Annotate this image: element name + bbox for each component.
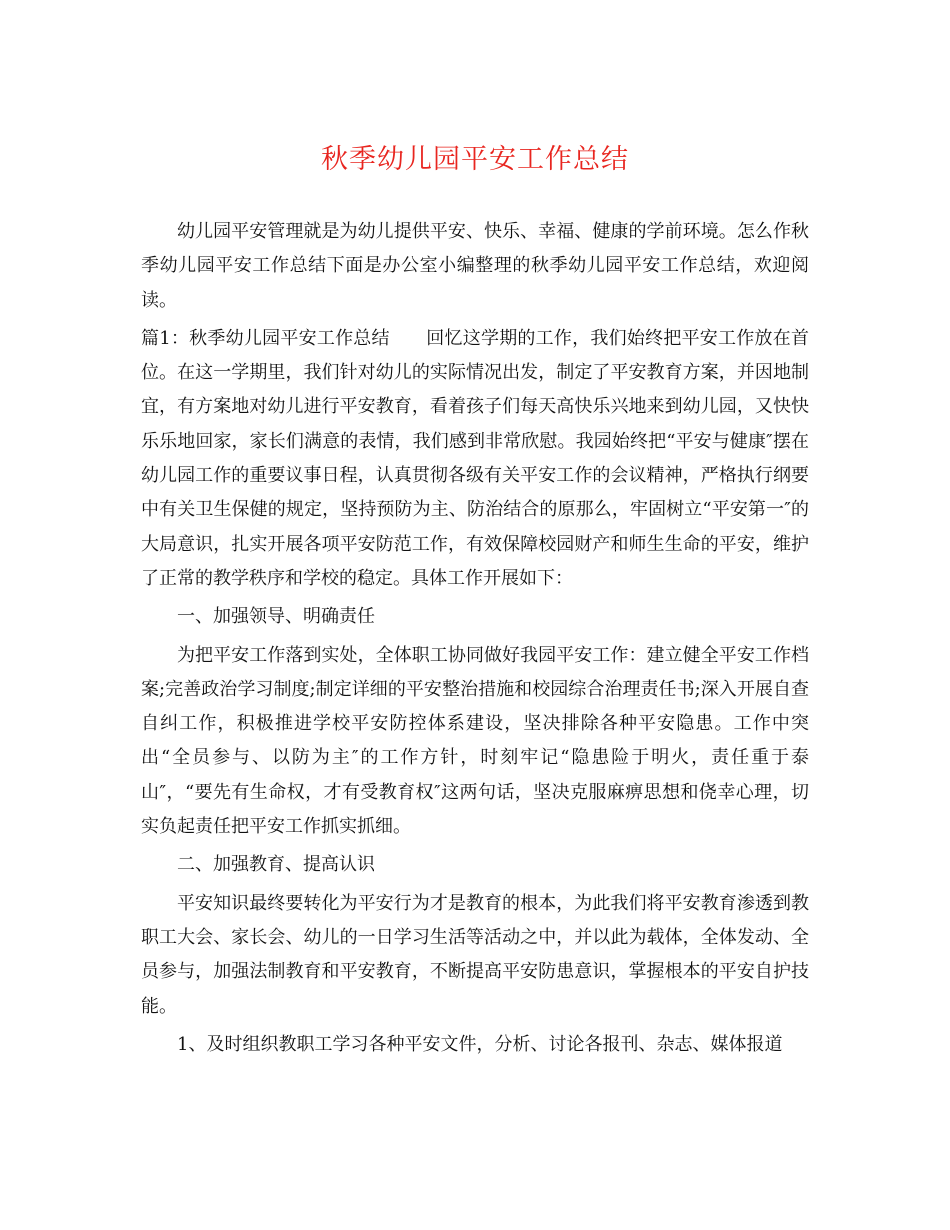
section-two-paragraph: 平安知识最终要转化为平安行为才是教育的根本，为此我们将平安教育渗透到教职工大会、家长会、幼儿的一日学习生活等活动之中，并以此为载体，全体发动、全员参与，加强法制教育和平安教育，不断提高平安防患意识，掌握根本的平安自护技能。 <box>141 892 809 1017</box>
article-one-paragraph: 篇1：秋季幼儿园平安工作总结 回忆这学期的工作，我们始终把平安工作放在首位。在这一学期里，我们针对幼儿的实际情况出发，制定了平安教育方案，并因地制宜，有方案地对幼儿进行平安教育，看着孩子们每天高快乐兴地来到幼儿园，又快快乐乐地回家，家长们满意的表情，我们感到非常欣慰。我园始终把“平安与健康″摆在幼儿园工作的重要议事日程，认真贯彻各级有关平安工作的会议精神，严格执行纲要中有关卫生保健的规定，坚持预防为主、防治结合的原那么，牢固树立“平安第一″的大局意识，扎实开展各项平安防范工作，有效保障校园财产和师生生命的平安，维护了正常的教学秩序和学校的稳定。具体工作开展如下： <box>141 327 810 589</box>
intro-paragraph: 幼儿园平安管理就是为幼儿提供平安、快乐、幸福、健康的学前环境。怎么作秋季幼儿园平安工作总结下面是办公室小编整理的秋季幼儿园平安工作总结，欢迎阅读。 <box>141 221 809 311</box>
document-title: 秋季幼儿园平安工作总结 <box>321 144 629 175</box>
section-heading-two: 二、加强教育、提高认识 <box>177 854 375 876</box>
section-one-paragraph: 为把平安工作落到实处，全体职工协同做好我园平安工作：建立健全平安工作档案;完善政治学习制度;制定详细的平安整治措施和校园综合治理责任书;深入开展自查自纠工作，积极推进学校平安防控体系建设，坚决排除各种平安隐患。工作中突出“全员参与、以防为主″的工作方针，时刻牢记“隐患险于明火，责任重于泰山″，“要先有生命权，才有受教育权″这两句话，坚决克服麻痹思想和侥幸心理，切实负起责任把平安工作抓实抓细。 <box>141 644 809 838</box>
list-item-one: 1、及时组织教职工学习各种平安文件，分析、讨论各报刊、杂志、媒体报道 <box>177 1033 783 1055</box>
document-body <box>141 215 809 1062</box>
section-heading-one: 一、加强领导、明确责任 <box>177 606 375 628</box>
